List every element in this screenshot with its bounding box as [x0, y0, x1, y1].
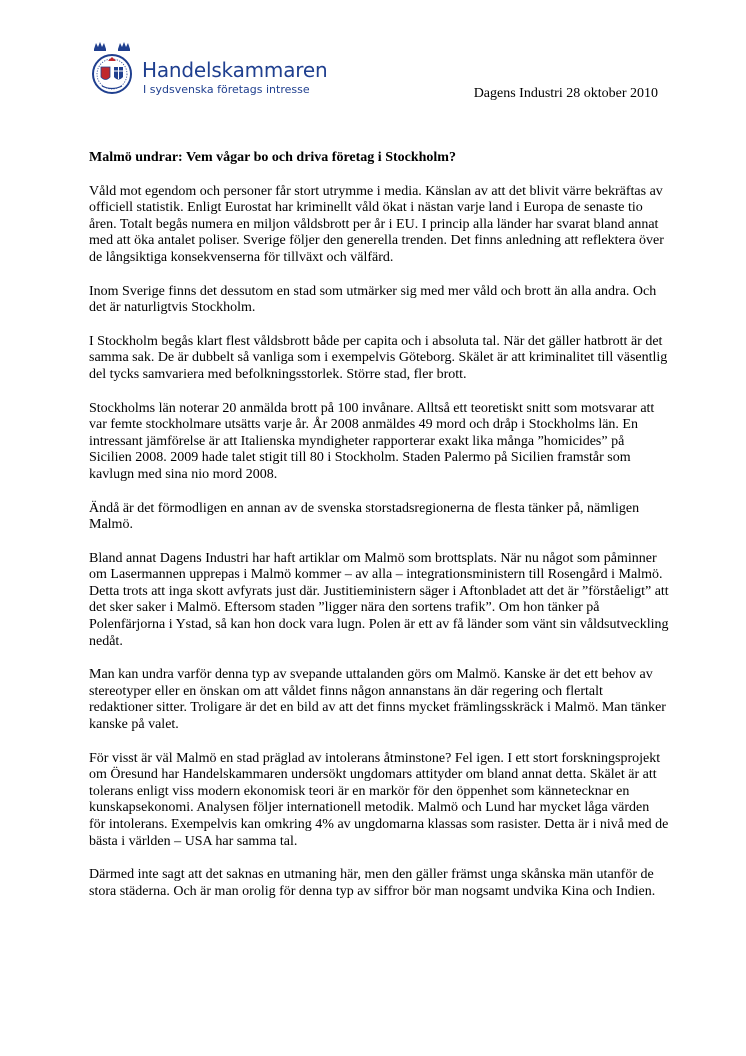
logo-tagline: I sydsvenska företags intresse [143, 83, 310, 96]
article-body [89, 150, 669, 917]
paragraph: Stockholms län noterar 20 anmälda brott på 100 invånare. Alltså ett teoretiskt snitt som motsvarar att var femte stockholmare utsätts varje år. År 2008 anmäldes 49 mord och dråp i Stockholms län. En intressant jämförelse är att Italienska myndigheter rapporterar exakt lika många ”homicides” på Sicilien 2008. 2009 hade talet stigit till 80 i Stockholm. Staden Palermo på Sicilien framstår som kavlugn med sina nio mord 2008. [89, 400, 655, 482]
paragraph: Därmed inte sagt att det saknas en utmaning här, men den gäller främst unga skånska män utanför de stora städerna. Och är man orolig för denna typ av siffror bör man nogsamt undvika Kina och Indien. [89, 867, 656, 899]
article-title: Malmö undrar: Vem vågar bo och driva företag i Stockholm? [89, 150, 456, 165]
paragraph: Bland annat Dagens Industri har haft artiklar om Malmö som brottsplats. När nu något som påminner om Lasermannen upprepas i Malmö kommer – av alla – integrationsministern till Rosengård i Malmö. Detta trots att inga skott avfyrats just där. Justitieministern säger i Aftonbladet att det är ”förståeligt” att det sker saker i Malmö. Eftersom staden ”ligger nära den sortens trafik”. Om hon tänker på Polenfärjorna i Ystad, så kan hon dock vara lugn. Polen är ett av få länder som vänt sin våldsutveckling nedåt. [89, 550, 669, 649]
paragraph: I Stockholm begås klart flest våldsbrott både per capita och i absoluta tal. När det gäller hatbrott är det samma sak. De är dubbelt så vanliga som i exempelvis Göteborg. Skälet är att kriminalitet till väsentlig del tycks samvariera med befolkningsstorlek. Större stad, fler brott. [89, 333, 668, 382]
logo-name: Handelskammaren [142, 58, 328, 82]
paragraph: För visst är väl Malmö en stad präglad av intolerans åtminstone? Fel igen. I ett stort forskningsprojekt om Öresund har Handelskammaren undersökt ungdomars attityder om bland annat detta. Skälet är att tolerans enligt viss modern ekonomisk teori är en markör för den öppenhet som kännetecknar en kunskapsekonomi. Analysen följer internationell metodik. Malmö och Lund har mycket låga värden för intolerans. Exempelvis kan omkring 4% av ungdomarna klassas som rasister. Detta är i nivå med de bästa i världen – USA har samma tal. [89, 750, 669, 849]
dateline: Dagens Industri 28 oktober 2010 [473, 86, 658, 101]
paragraph: Ändå är det förmodligen en annan av de svenska storstadsregionerna de flesta tänker på, nämligen Malmö. [89, 500, 640, 533]
paragraph: Inom Sverige finns det dessutom en stad som utmärker sig med mer våld och brott än alla andra. Och det är naturligtvis Stockholm. [89, 283, 657, 316]
handelskammaren-logo [86, 40, 336, 100]
paragraph: Man kan undra varför denna typ av svepande uttalanden görs om Malmö. Kanske är det ett behov av stereotyper eller en önskan om att våldet finns någon annanstans än där regering och flertalt redaktioner sitter. Troligare är det en bild av att det finns mycket främlingsskräck i Malmö. Man tänker kanske på valet. [89, 667, 666, 733]
paragraph: Våld mot egendom och personer får stort utrymme i media. Känslan av att det blivit värre bekräftas av officiell statistik. Enligt Eurostat har kriminellt våld ökat i nästan varje land i Europa de senaste tio åren. Totalt begås numera en miljon våldsbrott per år i EU. I princip alla länder har svarat bland annat med att öka antalet poliser. Sverige följer den generella trenden. Det finns anledning att reflektera över de långsiktiga konsekvenserna för tillväxt och välfärd. [89, 183, 664, 265]
crest-icon [86, 40, 138, 98]
